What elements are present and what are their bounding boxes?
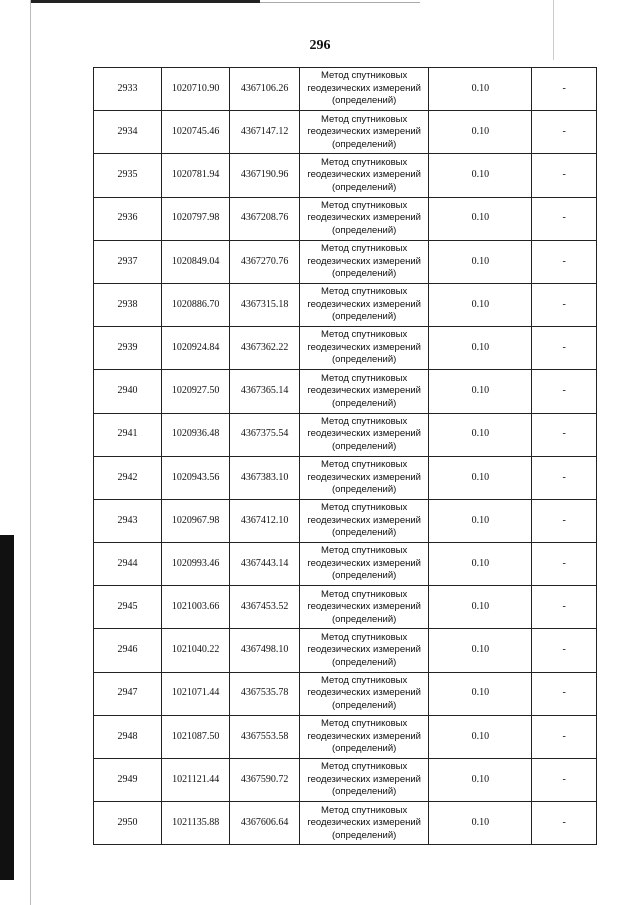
y-coordinate-cell: 4367208.76 [230,197,300,240]
method-line: геодезических измерений [307,557,421,569]
method-line: геодезических измерений [307,255,421,267]
x-coordinate-cell: 1021121.44 [161,759,230,802]
accuracy-cell: 0.10 [429,327,532,370]
method-line: (определений) [331,95,397,107]
method-cell [299,327,428,370]
method-line: (определений) [331,440,397,452]
extra-cell: - [532,456,597,499]
method-line: геодезических измерений [307,730,421,742]
accuracy-cell: 0.10 [429,543,532,586]
method-line: Метод спутниковых [321,286,408,298]
extra-cell: - [532,499,597,542]
method-line: геодезических измерений [307,82,421,94]
extra-cell: - [532,327,597,370]
accuracy-cell: 0.10 [429,759,532,802]
table-row [94,629,597,672]
table-row [94,111,597,154]
extra-cell: - [532,759,597,802]
accuracy-cell: 0.10 [429,456,532,499]
y-coordinate-cell: 4367362.22 [230,327,300,370]
x-coordinate-cell: 1021071.44 [161,672,230,715]
method-cell [299,759,428,802]
method-line: Метод спутниковых [321,804,408,816]
method-cell [299,197,428,240]
table-row [94,543,597,586]
x-coordinate-cell: 1020943.56 [161,456,230,499]
method-line: геодезических измерений [307,385,421,397]
method-cell [299,154,428,197]
extra-cell: - [532,240,597,283]
method-line: Метод спутниковых [321,70,408,82]
y-coordinate-cell: 4367453.52 [230,586,300,629]
y-coordinate-cell: 4367365.14 [230,370,300,413]
point-number-cell: 2940 [94,370,162,413]
point-number-cell: 2950 [94,802,162,845]
method-line: (определений) [331,484,397,496]
method-line: (определений) [331,181,397,193]
method-line: геодезических измерений [307,428,421,440]
method-line: (определений) [331,311,397,323]
accuracy-cell: 0.10 [429,672,532,715]
method-line: геодезических измерений [307,773,421,785]
method-cell [299,283,428,326]
method-line: (определений) [331,268,397,280]
table-row [94,197,597,240]
method-line: Метод спутниковых [321,199,408,211]
point-number-cell: 2949 [94,759,162,802]
x-coordinate-cell: 1020710.90 [161,68,230,111]
method-line: геодезических измерений [307,601,421,613]
method-line: геодезических измерений [307,514,421,526]
table-row [94,283,597,326]
scan-artifact-top [30,0,260,3]
method-line: Метод спутниковых [321,718,408,730]
method-line: Метод спутниковых [321,545,408,557]
y-coordinate-cell: 4367412.10 [230,499,300,542]
accuracy-cell: 0.10 [429,197,532,240]
point-number-cell: 2935 [94,154,162,197]
method-line: геодезических измерений [307,341,421,353]
point-number-cell: 2946 [94,629,162,672]
x-coordinate-cell: 1021087.50 [161,715,230,758]
method-line: (определений) [331,613,397,625]
method-cell [299,672,428,715]
method-cell [299,629,428,672]
method-line: Метод спутниковых [321,631,408,643]
point-number-cell: 2942 [94,456,162,499]
y-coordinate-cell: 4367590.72 [230,759,300,802]
table-row [94,370,597,413]
scan-artifact-top-faint [260,2,420,3]
point-number-cell: 2943 [94,499,162,542]
y-coordinate-cell: 4367270.76 [230,240,300,283]
x-coordinate-cell: 1020781.94 [161,154,230,197]
method-cell [299,802,428,845]
table-row [94,240,597,283]
method-line: (определений) [331,570,397,582]
x-coordinate-cell: 1020849.04 [161,240,230,283]
accuracy-cell: 0.10 [429,715,532,758]
method-cell [299,68,428,111]
y-coordinate-cell: 4367190.96 [230,154,300,197]
y-coordinate-cell: 4367606.64 [230,802,300,845]
x-coordinate-cell: 1021003.66 [161,586,230,629]
coordinates-table [93,67,597,845]
method-line: геодезических измерений [307,471,421,483]
method-line: геодезических измерений [307,687,421,699]
extra-cell: - [532,283,597,326]
table-row [94,154,597,197]
method-cell [299,111,428,154]
accuracy-cell: 0.10 [429,283,532,326]
accuracy-cell: 0.10 [429,240,532,283]
method-cell [299,240,428,283]
accuracy-cell: 0.10 [429,499,532,542]
method-line: Метод спутниковых [321,243,408,255]
point-number-cell: 2945 [94,586,162,629]
table-row [94,456,597,499]
coordinates-table-body [94,68,597,845]
y-coordinate-cell: 4367315.18 [230,283,300,326]
y-coordinate-cell: 4367383.10 [230,456,300,499]
accuracy-cell: 0.10 [429,111,532,154]
accuracy-cell: 0.10 [429,154,532,197]
x-coordinate-cell: 1020927.50 [161,370,230,413]
table-row [94,715,597,758]
table-row [94,413,597,456]
point-number-cell: 2948 [94,715,162,758]
extra-cell: - [532,68,597,111]
point-number-cell: 2936 [94,197,162,240]
extra-cell: - [532,413,597,456]
method-cell [299,413,428,456]
x-coordinate-cell: 1020936.48 [161,413,230,456]
scan-artifact-left-line [30,0,31,905]
method-line: (определений) [331,786,397,798]
method-line: Метод спутниковых [321,459,408,471]
method-line: (определений) [331,829,397,841]
point-number-cell: 2933 [94,68,162,111]
x-coordinate-cell: 1020797.98 [161,197,230,240]
method-line: геодезических измерений [307,644,421,656]
method-cell [299,715,428,758]
y-coordinate-cell: 4367106.26 [230,68,300,111]
x-coordinate-cell: 1020967.98 [161,499,230,542]
point-number-cell: 2938 [94,283,162,326]
accuracy-cell: 0.10 [429,413,532,456]
method-cell [299,499,428,542]
method-line: (определений) [331,397,397,409]
y-coordinate-cell: 4367535.78 [230,672,300,715]
table-row [94,759,597,802]
x-coordinate-cell: 1021135.88 [161,802,230,845]
method-line: Метод спутниковых [321,588,408,600]
point-number-cell: 2947 [94,672,162,715]
point-number-cell: 2934 [94,111,162,154]
method-line: Метод спутниковых [321,502,408,514]
method-line: Метод спутниковых [321,156,408,168]
method-line: (определений) [331,224,397,236]
method-line: геодезических измерений [307,126,421,138]
page-number: 296 [309,38,331,53]
extra-cell: - [532,586,597,629]
x-coordinate-cell: 1021040.22 [161,629,230,672]
table-row [94,586,597,629]
point-number-cell: 2944 [94,543,162,586]
method-line: геодезических измерений [307,817,421,829]
extra-cell: - [532,802,597,845]
method-cell [299,456,428,499]
x-coordinate-cell: 1020993.46 [161,543,230,586]
accuracy-cell: 0.10 [429,629,532,672]
extra-cell: - [532,154,597,197]
method-line: Метод спутниковых [321,329,408,341]
x-coordinate-cell: 1020745.46 [161,111,230,154]
accuracy-cell: 0.10 [429,370,532,413]
extra-cell: - [532,629,597,672]
table-row [94,499,597,542]
method-line: геодезических измерений [307,298,421,310]
method-line: Метод спутниковых [321,415,408,427]
extra-cell: - [532,715,597,758]
method-cell [299,543,428,586]
y-coordinate-cell: 4367443.14 [230,543,300,586]
method-line: Метод спутниковых [321,674,408,686]
extra-cell: - [532,543,597,586]
method-line: (определений) [331,138,397,150]
point-number-cell: 2941 [94,413,162,456]
method-line: (определений) [331,354,397,366]
x-coordinate-cell: 1020924.84 [161,327,230,370]
method-line: Метод спутниковых [321,372,408,384]
extra-cell: - [532,111,597,154]
extra-cell: - [532,370,597,413]
method-cell [299,370,428,413]
table-row [94,327,597,370]
method-line: геодезических измерений [307,212,421,224]
method-line: (определений) [331,743,397,755]
method-line: геодезических измерений [307,169,421,181]
extra-cell: - [532,672,597,715]
y-coordinate-cell: 4367498.10 [230,629,300,672]
method-line: (определений) [331,699,397,711]
scan-artifact-left-bar [0,535,14,880]
point-number-cell: 2939 [94,327,162,370]
extra-cell: - [532,197,597,240]
y-coordinate-cell: 4367553.58 [230,715,300,758]
accuracy-cell: 0.10 [429,586,532,629]
table-row [94,68,597,111]
x-coordinate-cell: 1020886.70 [161,283,230,326]
accuracy-cell: 0.10 [429,68,532,111]
method-cell [299,586,428,629]
y-coordinate-cell: 4367147.12 [230,111,300,154]
method-line: (определений) [331,527,397,539]
method-line: (определений) [331,656,397,668]
accuracy-cell: 0.10 [429,802,532,845]
point-number-cell: 2937 [94,240,162,283]
method-line: Метод спутниковых [321,761,408,773]
y-coordinate-cell: 4367375.54 [230,413,300,456]
table-row [94,802,597,845]
table-row [94,672,597,715]
method-line: Метод спутниковых [321,113,408,125]
